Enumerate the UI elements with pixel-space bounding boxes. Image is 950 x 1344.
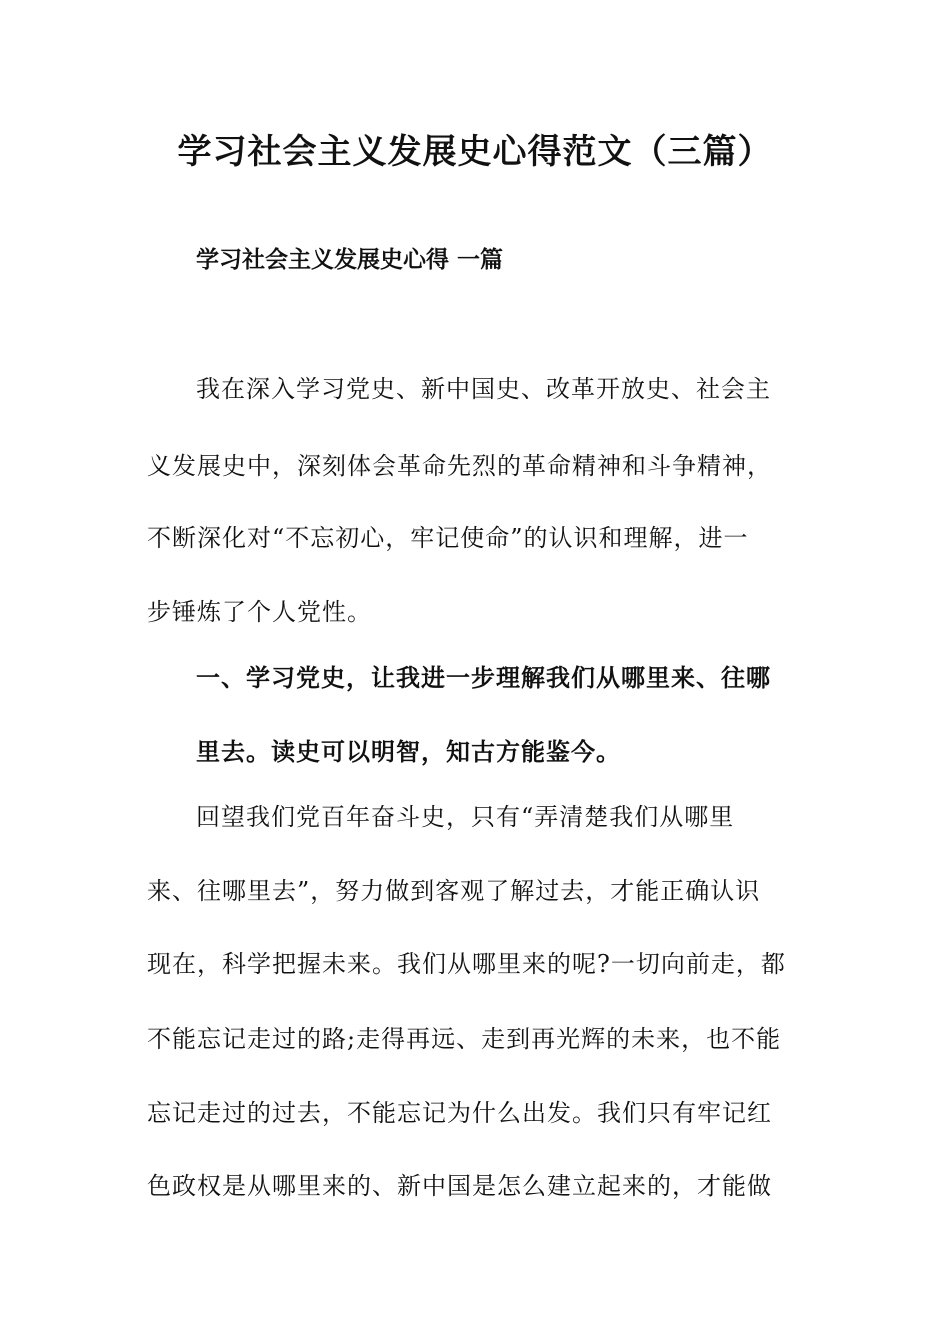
paragraph-1-line-4: 步锤炼了个人党性。 [147,598,372,626]
heading-1-line-1: 一、学习党史，让我进一步理解我们从哪里来、往哪 [196,664,771,692]
paragraph-2-line-4: 不能忘记走过的路;走得再远、走到再光辉的未来，也不能 [147,1025,782,1053]
paragraph-1-line-3: 不断深化对“不忘初心，牢记使命”的认识和理解，进一 [147,524,749,552]
paragraph-1-line-2: 义发展史中，深刻体会革命先烈的革命精神和斗争精神， [147,452,772,480]
section-subtitle: 学习社会主义发展史心得 一篇 [196,247,504,273]
paragraph-2-line-3: 现在，科学把握未来。我们从哪里来的呢?一切向前走，都 [147,950,786,978]
heading-1-line-2: 里去。读史可以明智，知古方能鉴今。 [196,738,621,766]
paragraph-2-line-1: 回望我们党百年奋斗史，只有“弄清楚我们从哪里 [196,803,735,831]
paragraph-2-line-6: 色政权是从哪里来的、新中国是怎么建立起来的，才能做 [147,1172,772,1200]
paragraph-1-line-1: 我在深入学习党史、新中国史、改革开放史、社会主 [196,375,771,403]
document-title: 学习社会主义发展史心得范文（三篇） [177,132,773,172]
paragraph-2-line-2: 来、往哪里去”，努力做到客观了解过去，才能正确认识 [147,877,761,905]
paragraph-2-line-5: 忘记走过的过去，不能忘记为什么出发。我们只有牢记红 [147,1099,772,1127]
